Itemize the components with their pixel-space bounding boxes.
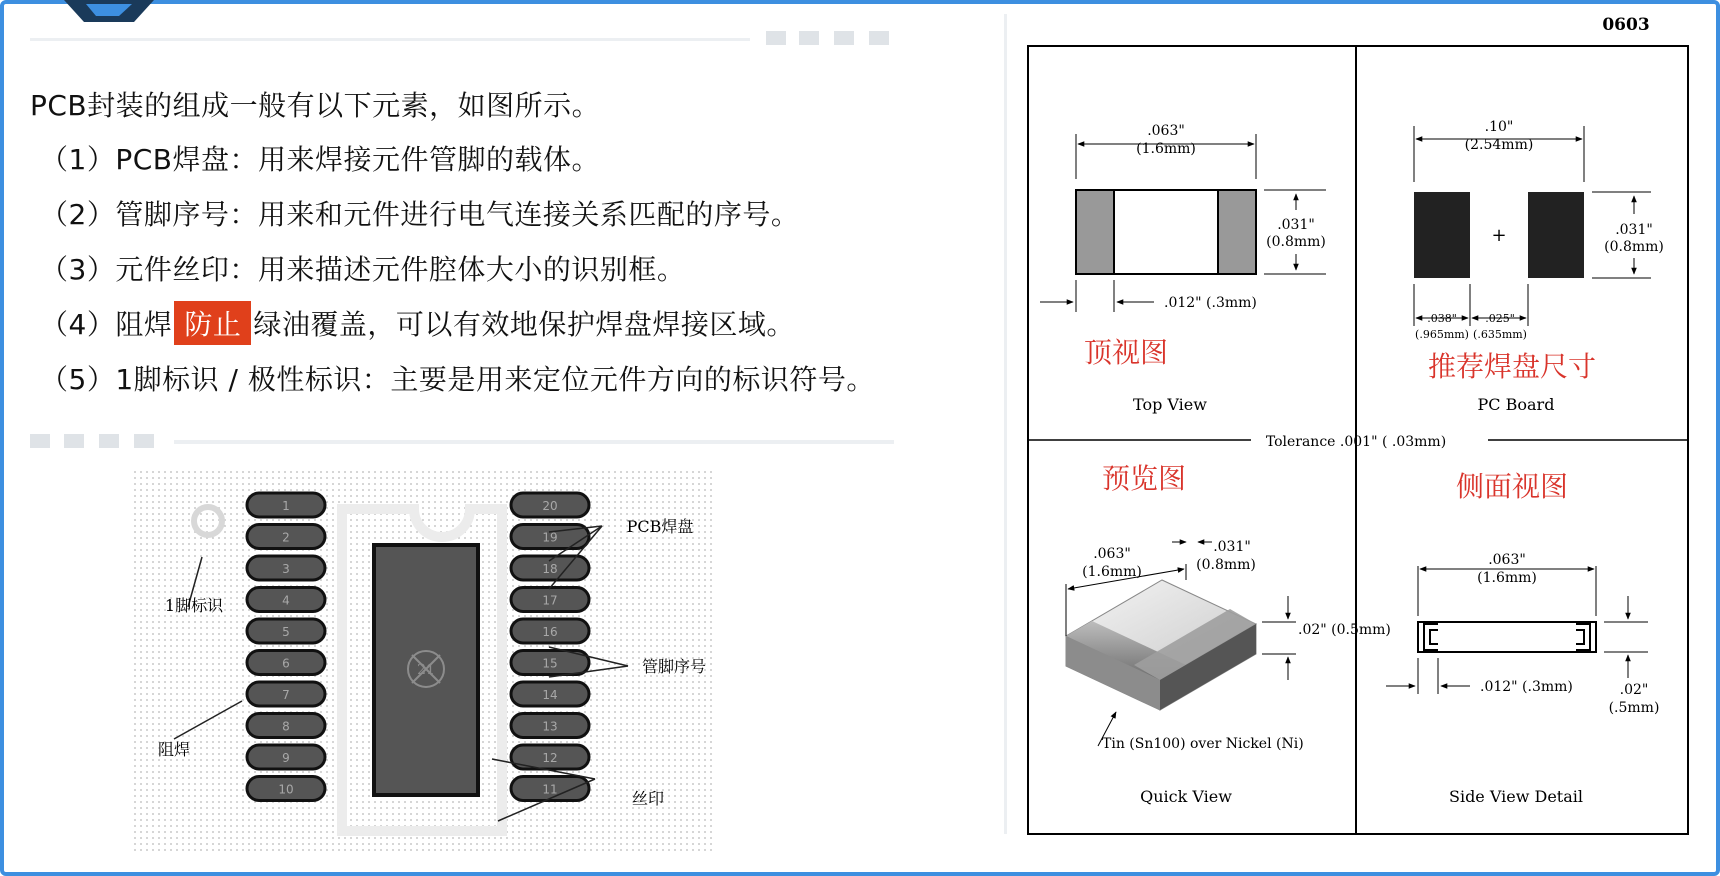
- intro-text: PCB封装的组成一般有以下元素，如图所示。: [30, 89, 601, 122]
- item-solder-mask-pre: （4）阻焊: [40, 308, 173, 341]
- pad-number: 17: [542, 593, 558, 608]
- pad-number: 18: [542, 562, 558, 576]
- pc-board-en-label: PC Board: [1477, 395, 1555, 414]
- deco-square: [766, 31, 786, 45]
- logo-icon: [64, 0, 154, 26]
- bg-trace: [1004, 14, 1007, 834]
- package-code: 0603: [1602, 15, 1650, 35]
- highlight-badge: 防止: [174, 301, 251, 345]
- pcb-dim-w-mm: (2.54mm): [1464, 137, 1534, 153]
- side-view-en-label: Side View Detail: [1448, 787, 1584, 806]
- center-pad-number: 21: [417, 662, 435, 678]
- item-pcb-pad: （1）PCB焊盘：用来焊接元件管脚的载体。: [40, 143, 600, 176]
- pcb-dim-b-mm: (.635mm): [1473, 328, 1527, 341]
- package-drawing: [1026, 15, 1690, 836]
- sv-dim-w-mm: (1.6mm): [1477, 570, 1537, 586]
- pcb-dim-b: .025": [1485, 312, 1515, 325]
- pad-number: 1: [282, 499, 290, 513]
- pad-number: 11: [542, 782, 558, 797]
- pcb-dim-h-mm: (0.8mm): [1604, 239, 1664, 255]
- pad-number: 19: [542, 530, 558, 545]
- qv-dim-w: .063": [1093, 546, 1131, 562]
- qv-dim-d: .031": [1213, 539, 1251, 555]
- qv-dim-w-mm: (1.6mm): [1082, 564, 1142, 580]
- side-view-cn-label: 侧面视图: [1455, 470, 1569, 503]
- top-view-en-label: Top View: [1133, 395, 1207, 414]
- pad-number: 8: [282, 719, 290, 734]
- pad-number: 6: [282, 656, 290, 671]
- label-silkscreen: 丝印: [631, 789, 665, 808]
- pad-number: 3: [282, 562, 290, 576]
- pcb-dim-a: .038": [1427, 312, 1457, 325]
- deco-square: [834, 31, 854, 45]
- deco-square: [134, 434, 154, 448]
- item-solder-mask-post: 绿油覆盖，可以有效地保护焊盘焊接区域。: [253, 308, 795, 341]
- pad-number: 7: [282, 688, 290, 702]
- deco-square: [30, 434, 50, 448]
- top-dim-h-mm: (0.8mm): [1266, 234, 1326, 250]
- pad-number: 10: [278, 782, 294, 797]
- pad-number: 12: [542, 751, 558, 765]
- pcb-dim-h: .031": [1615, 222, 1653, 238]
- qv-dim-h: .02" (0.5mm): [1298, 622, 1391, 638]
- item-solder-mask: [40, 301, 795, 345]
- tolerance-note: Tolerance .001" ( .03mm): [1265, 434, 1447, 450]
- pc-board-cn-label: 推荐焊盘尺寸: [1427, 350, 1597, 383]
- item-pin1-marker: （5）1脚标识 / 极性标识：主要是用来定位元件方向的标识符号。: [40, 363, 875, 396]
- label-pin1: 1脚标识: [164, 596, 224, 615]
- top-view-cn-label: 顶视图: [1083, 336, 1169, 369]
- pad-number: 9: [282, 751, 290, 765]
- pcb-footprint-figure: [132, 469, 712, 851]
- top-dim-w-mm: (1.6mm): [1136, 141, 1196, 157]
- pad-number: 13: [542, 719, 558, 734]
- pad-number: 5: [282, 625, 290, 639]
- deco-square: [99, 434, 119, 448]
- header-rule: [30, 38, 750, 41]
- item-pin-number: （2）管脚序号：用来和元件进行电气连接关系匹配的序号。: [40, 198, 800, 231]
- pad-number: 2: [282, 530, 290, 545]
- pad-number: 15: [542, 656, 558, 671]
- center-plus: +: [1491, 225, 1507, 246]
- pad-number: 4: [282, 593, 290, 608]
- land-pad-left: [1414, 192, 1470, 278]
- pad-number: 14: [542, 688, 558, 702]
- pcb-dim-w: .10": [1484, 119, 1514, 135]
- section-rule: [174, 440, 894, 444]
- label-solder-mask: 阻焊: [157, 740, 191, 759]
- top-dim-h: .031": [1277, 217, 1315, 233]
- sv-dim-h: .02": [1619, 682, 1649, 698]
- deco-square: [799, 31, 819, 45]
- deco-square: [64, 434, 84, 448]
- qv-plating-note: Tin (Sn100) over Nickel (Ni): [1102, 736, 1304, 752]
- pad-number: 20: [542, 499, 558, 513]
- qv-dim-d-mm: (0.8mm): [1196, 557, 1256, 573]
- item-silkscreen: （3）元件丝印：用来描述元件腔体大小的识别框。: [40, 253, 686, 286]
- sv-dim-h-mm: (.5mm): [1608, 700, 1660, 716]
- label-pin-number: 管脚序号: [641, 657, 707, 676]
- quick-view-en-label: Quick View: [1140, 787, 1232, 806]
- top-dim-t: .012" (.3mm): [1164, 295, 1257, 311]
- quick-view-cn-label: 预览图: [1101, 462, 1187, 495]
- pcb-dim-a-mm: (.965mm): [1415, 328, 1469, 341]
- sv-dim-w: .063": [1488, 552, 1526, 568]
- label-pcb-pad: PCB焊盘: [626, 517, 694, 536]
- sv-dim-t: .012" (.3mm): [1480, 679, 1573, 695]
- top-dim-w: .063": [1147, 123, 1185, 139]
- side-body: [1418, 622, 1596, 652]
- deco-square: [869, 31, 889, 45]
- land-pad-right: [1528, 192, 1584, 278]
- pad-number: 16: [542, 625, 558, 639]
